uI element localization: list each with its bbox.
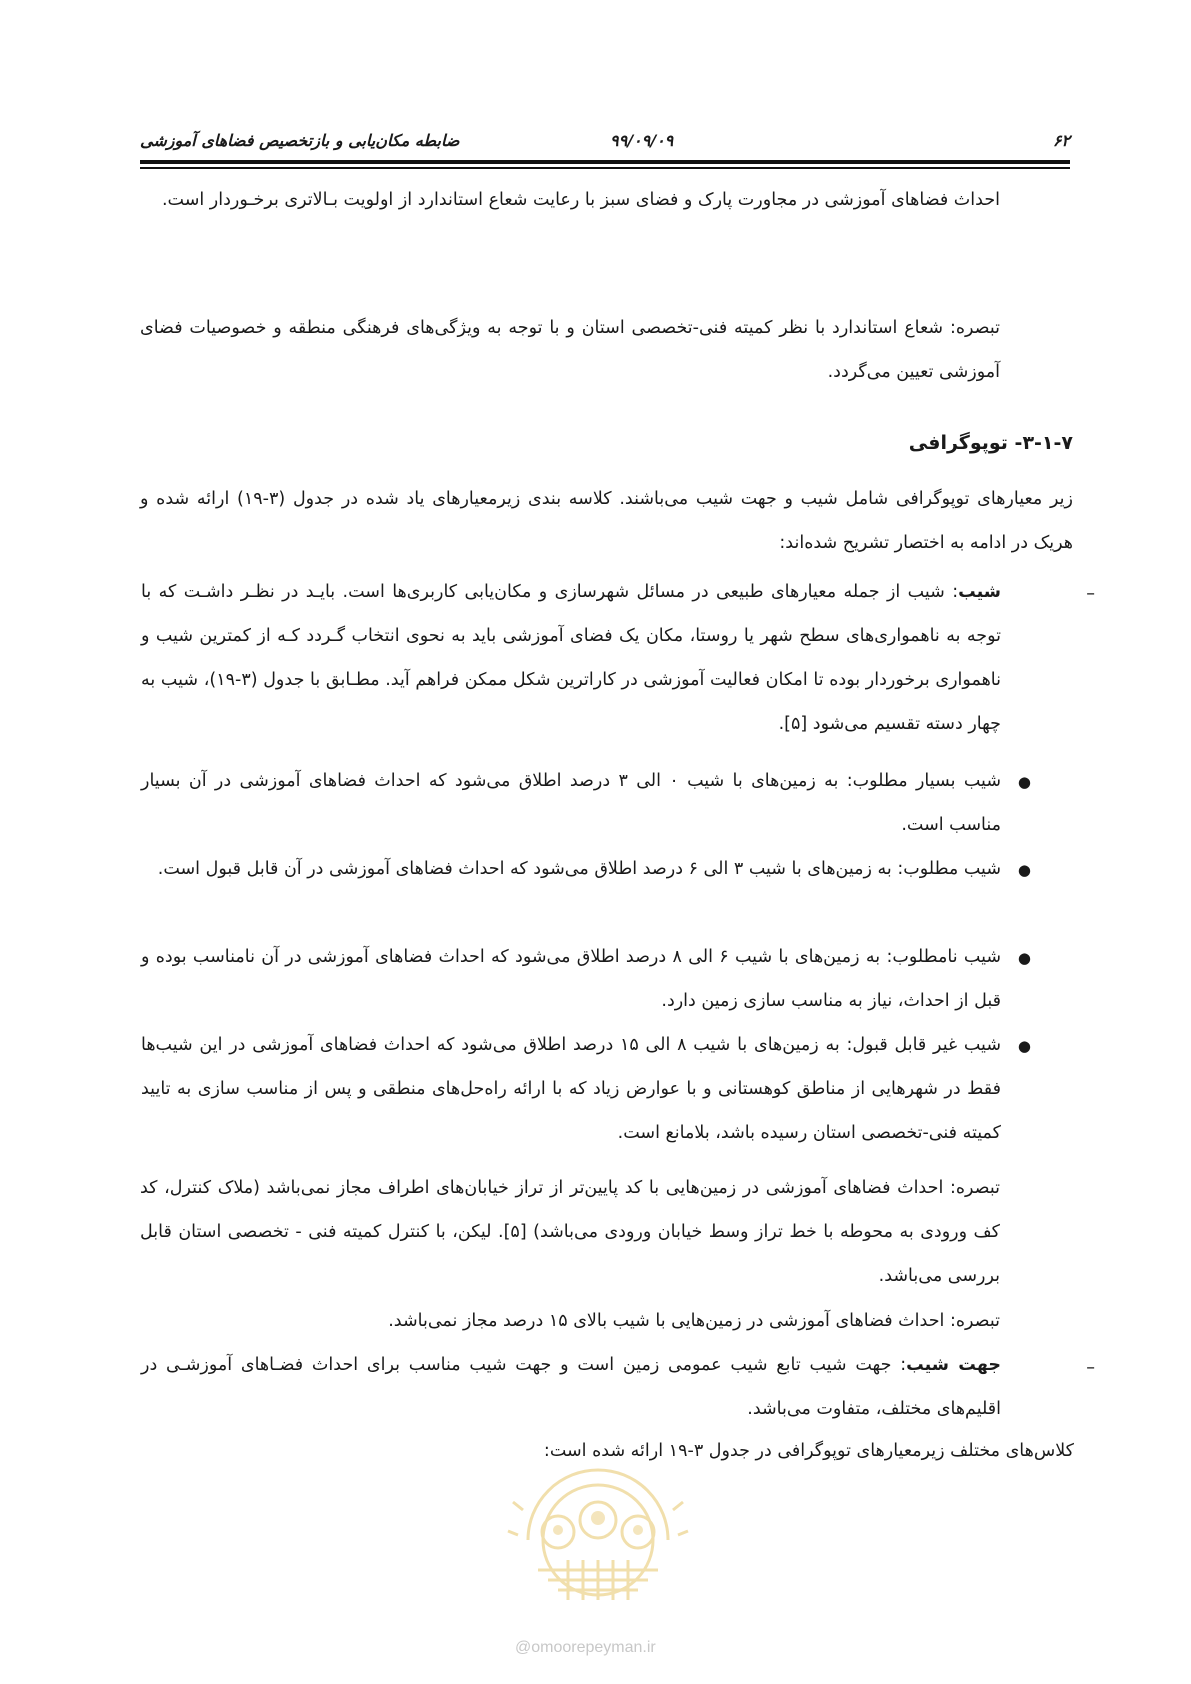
bullet-marker: ● xyxy=(1017,1037,1031,1055)
watermark-seal-icon xyxy=(498,1420,698,1610)
page-number: ۶۲ xyxy=(1052,131,1070,150)
slope-text: : شیب از جمله معیارهای طبیعی در مسائل شهرسازی و مکان‌یابی کاربری‌ها است. بایـد در نظـر داشـت که با توجه به ناهمواری‌های سطح شهر یا روستا، مکان یک فضای آموزشی باید به نحوی انتخاب گـردد کـه از کمترین شیب و ناهمواری برخوردار بوده تا امکان فعالیت آموزشی در کاراترین شکل ممکن فراهم آید. مطـابق با جدول (۳-۱۹)، شیب به چهار دسته تقسیم می‌شود [۵]. xyxy=(141,582,1001,734)
dash-marker: – xyxy=(1086,1358,1095,1378)
bullet-item: شیب نامطلوب: به زمین‌های با شیب ۶ الی ۸ درصد اطلاق می‌شود که احداث فضاهای آموزشی در آن نامناسب بوده و قبل از احداث، نیاز به مناسب سازی زمین دارد. xyxy=(141,947,1002,1011)
aspect-item xyxy=(141,1343,1001,1431)
header-title: ضابطه مکان‌یابی و بازتخصیص فضاهای آموزشی xyxy=(140,131,460,150)
bullet-marker: ● xyxy=(1017,773,1031,791)
header-date: ۹۹/۰۹/۰۹ xyxy=(610,131,674,150)
header-rule-thick xyxy=(140,160,1070,164)
intro-note: تبصره: شعاع استاندارد با نظر کمیته فنی-تخصصی استان و با توجه به ویژگی‌های فرهنگی منطقه و خصوصیات فضای آموزشی تعیین می‌گردد. xyxy=(140,318,1000,382)
watermark-text: @omoorepeyman.ir xyxy=(515,1639,656,1656)
aspect-term: جهت شیب xyxy=(906,1355,1001,1375)
bullet-marker: ● xyxy=(1017,861,1031,879)
slope-term: شیب xyxy=(958,582,1001,602)
bullet-item: شیب بسیار مطلوب: به زمین‌های با شیب ۰ الی ۳ درصد اطلاق می‌شود که احداث فضاهای آموزشی در آن بسیار مناسب است. xyxy=(141,771,1001,835)
bullet-item: شیب مطلوب: به زمین‌های با شیب ۳ الی ۶ درصد اطلاق می‌شود که احداث فضاهای آموزشی در آن قابل قبول است. xyxy=(157,859,1001,879)
bullet-item: شیب غیر قابل قبول: به زمین‌های با شیب ۸ الی ۱۵ درصد اطلاق می‌شود که احداث فضاهای آموزشی در این شیب‌ها فقط در شهرهایی از مناطق کوهستانی و با عوارض زیاد که با ارائه راه‌حل‌های منطقی و پس از مناسب سازی به تایید کمیته فنی-تخصصی استان رسیده باشد، بلامانع است. xyxy=(141,1035,1001,1143)
note-paragraph: تبصره: احداث فضاهای آموزشی در زمین‌هایی با شیب بالای ۱۵ درصد مجاز نمی‌باشد. xyxy=(388,1311,1000,1331)
aspect-text: : جهت شیب تابع شیب عمومی زمین است و جهت شیب مناسب برای احداث فضـاهای آموزشـی در اقلیم‌های مختلف، متفاوت می‌باشد. xyxy=(141,1355,1001,1419)
section-heading: ۳-۱-۷- توپوگرافی xyxy=(908,432,1073,454)
bullet-marker: ● xyxy=(1017,949,1031,967)
closing-sentence: کلاس‌های مختلف زیرمعیارهای توپوگرافی در جدول ۳-۱۹ ارائه شده است: xyxy=(543,1441,1074,1461)
section-lead: زیر معیارهای توپوگرافی شامل شیب و جهت شیب می‌باشند. کلاسه بندی زیرمعیارهای یاد شده در جدول (۳-۱۹) ارائه شده و هریک در ادامه به اختصار تشریح شده‌اند: xyxy=(140,489,1073,553)
header-rule-thin xyxy=(140,167,1070,169)
slope-item xyxy=(141,570,1001,746)
note-paragraph: تبصره: احداث فضاهای آموزشی در زمین‌هایی با کد پایین‌تر از تراز خیابان‌های اطراف مجاز نمی‌باشد (ملاک کنترل، کد کف ورودی به محوطه با خط تراز وسط خیابان ورودی می‌باشد) [۵]. لیکن، با کنترل کمیته فنی - تخصصی استان قابل بررسی می‌باشد. xyxy=(140,1178,1000,1286)
dash-marker: – xyxy=(1086,584,1095,604)
intro-paragraph: احداث فضاهای آموزشی در مجاورت پارک و فضای سبز با رعایت شعاع استاندارد از اولویت بـالاتری برخـوردار است. xyxy=(161,190,1000,210)
page-header xyxy=(140,125,1070,151)
